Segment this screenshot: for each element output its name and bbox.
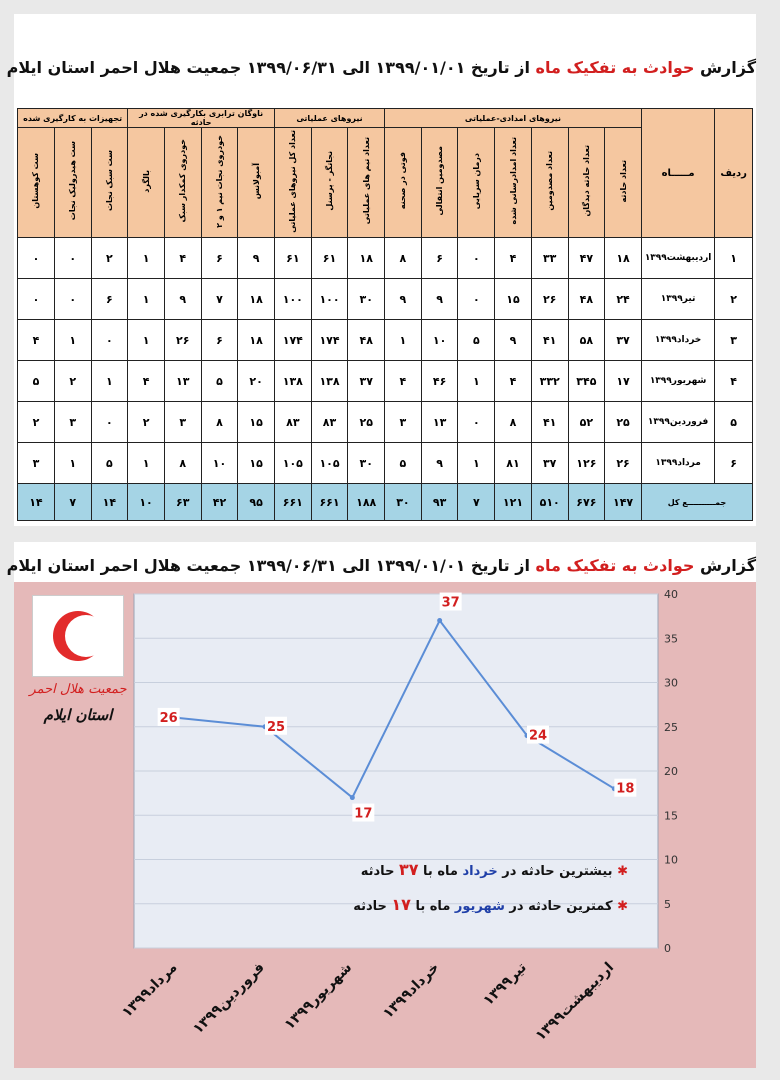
table-cell: ۴۱ xyxy=(531,402,568,443)
row-month: تیر۱۳۹۹ xyxy=(641,279,714,320)
table-cell: ۴۸ xyxy=(568,279,605,320)
table-cell: ۶ xyxy=(91,279,128,320)
x-tick-label: مرداد۱۳۹۹ xyxy=(119,959,181,1021)
chart-card xyxy=(6,542,756,1068)
table-cell: ۱۸ xyxy=(238,279,275,320)
row-month: مرداد۱۳۹۹ xyxy=(641,443,714,484)
total-cell: ۶۶۱ xyxy=(274,484,311,521)
row-number-header: ردیف xyxy=(715,109,753,238)
row-month: اردیبهشت۱۳۹۹ xyxy=(641,238,714,279)
column-header-label: تعداد کل نیروهای عملیاتی xyxy=(288,129,298,233)
column-header-label: خودروی نجات نیم ۱ و ۲ xyxy=(214,134,224,228)
table-cell: ۱۳ xyxy=(421,402,458,443)
column-header xyxy=(274,128,311,238)
table-cell: ۳۴۵ xyxy=(568,361,605,402)
table-cell: ۱۸ xyxy=(348,238,385,279)
table-cell: ۱۰ xyxy=(201,443,238,484)
column-header-label: تعداد حادثه دیدگان xyxy=(581,145,591,217)
y-tick-label: 40 xyxy=(664,588,678,601)
note-min-month: شهریور xyxy=(454,899,505,914)
table-cell: ۱۷۴ xyxy=(274,320,311,361)
total-cell: ۱۰ xyxy=(128,484,165,521)
chart-report-title xyxy=(6,556,756,575)
data-label: 18 xyxy=(616,781,635,797)
table-cell: ۵ xyxy=(385,443,422,484)
column-header xyxy=(385,128,422,238)
data-point xyxy=(437,618,442,623)
table-cell: ۴۷ xyxy=(568,238,605,279)
chart-title-highlight: حوادث به تفکیک ماه xyxy=(535,556,695,575)
x-tick-label: خرداد۱۳۹۹ xyxy=(380,959,443,1022)
title-highlight: حوادث به تفکیک ماه xyxy=(535,58,695,77)
column-header xyxy=(128,128,165,238)
x-tick-label: اردیبهشت۱۳۹۹ xyxy=(532,959,618,1045)
table-cell: ۹ xyxy=(421,279,458,320)
group-header-fleet: ناوگان ترابری بکارگیری شده در حادثه xyxy=(128,109,275,128)
table-cell: ۱۰۵ xyxy=(311,443,348,484)
table-cell: ۱۰۰ xyxy=(311,279,348,320)
column-header xyxy=(54,128,91,238)
table-cell: ۲۰ xyxy=(238,361,275,402)
column-header xyxy=(421,128,458,238)
row-month: خرداد۱۳۹۹ xyxy=(641,320,714,361)
table-cell: ۴ xyxy=(164,238,201,279)
y-tick-label: 30 xyxy=(664,676,678,690)
row-number: ۶ xyxy=(715,443,753,484)
table-cell: ۴ xyxy=(385,361,422,402)
table-cell: ۶ xyxy=(201,320,238,361)
note-min-after: حادثه xyxy=(353,899,387,914)
total-cell: ۱۴ xyxy=(91,484,128,521)
table-cell: ۱۳ xyxy=(164,361,201,402)
column-header xyxy=(91,128,128,238)
table-cell: ۵ xyxy=(458,320,495,361)
data-label: 17 xyxy=(354,806,373,822)
table-cell: ۹ xyxy=(385,279,422,320)
table-cell: ۹ xyxy=(238,238,275,279)
x-tick-label: فروردین۱۳۹۹ xyxy=(190,959,268,1038)
total-cell: ۱۸۸ xyxy=(348,484,385,521)
table-cell: ۸ xyxy=(201,402,238,443)
table-cell: ۲۴ xyxy=(605,279,642,320)
x-tick-label: شهریور۱۳۹۹ xyxy=(281,959,356,1034)
row-number: ۱ xyxy=(715,238,753,279)
y-tick-label: 0 xyxy=(664,942,671,955)
table-cell: ۲ xyxy=(54,361,91,402)
row-month: شهریور۱۳۹۹ xyxy=(641,361,714,402)
note-max-mid: ماه با xyxy=(423,864,458,879)
table-cell: ۲۵ xyxy=(348,402,385,443)
table-cell: ۹ xyxy=(495,320,532,361)
table-cell: ۲ xyxy=(128,402,165,443)
total-cell: ۷ xyxy=(54,484,91,521)
table-row xyxy=(18,279,753,320)
column-header-label: تعداد امدادرسانی شده xyxy=(508,137,518,225)
table-cell: ۰ xyxy=(458,279,495,320)
table-cell: ۴ xyxy=(495,238,532,279)
row-number: ۵ xyxy=(715,402,753,443)
table-cell: ۱۷ xyxy=(605,361,642,402)
column-header-label: مصدومین انتقالی xyxy=(435,146,445,216)
column-header-label: درمان سرپایی xyxy=(471,152,481,210)
table-cell: ۰ xyxy=(91,402,128,443)
table-cell: ۳۰ xyxy=(348,279,385,320)
note-min-before: کمترین حادثه در xyxy=(509,899,613,914)
table-cell: ۱ xyxy=(54,443,91,484)
table-cell: ۳۳ xyxy=(531,238,568,279)
column-header-label: خودروی کمکدار سبک xyxy=(178,139,188,223)
y-tick-label: 10 xyxy=(664,853,678,867)
title-suffix: از تاریخ ۱۳۹۹/۰۱/۰۱ الی ۱۳۹۹/۰۶/۳۱ جمعیت هلال احمر استان ایلام xyxy=(6,58,530,77)
table-cell: ۵۲ xyxy=(568,402,605,443)
column-header xyxy=(311,128,348,238)
total-cell: ۷ xyxy=(458,484,495,521)
group-header-equipment: تجهیزات به کارگیری شده xyxy=(18,109,128,128)
column-header xyxy=(238,128,275,238)
column-header-label: تعداد مصدومین xyxy=(545,151,555,211)
total-cell: ۶۶۱ xyxy=(311,484,348,521)
table-cell: ۳۷ xyxy=(531,443,568,484)
table-cell: ۱ xyxy=(458,443,495,484)
table-cell: ۰ xyxy=(91,320,128,361)
note-max-value: ۳۷ xyxy=(398,860,419,879)
table-cell: ۴ xyxy=(128,361,165,402)
table-cell: ۰ xyxy=(458,402,495,443)
table-cell: ۳۰ xyxy=(348,443,385,484)
table-cell: ۹ xyxy=(421,443,458,484)
table-cell: ۰ xyxy=(458,238,495,279)
column-header xyxy=(568,128,605,238)
column-header-label: ست سبک نجات xyxy=(104,150,114,212)
table-cell: ۸ xyxy=(385,238,422,279)
table-cell: ۱۰ xyxy=(421,320,458,361)
row-number: ۲ xyxy=(715,279,753,320)
note-min-value: ۱۷ xyxy=(391,895,411,914)
month-header: مـــــاه xyxy=(641,109,714,238)
table-cell: ۷ xyxy=(201,279,238,320)
table-cell: ۱ xyxy=(385,320,422,361)
table-cell: ۱ xyxy=(54,320,91,361)
table-cell: ۲۵ xyxy=(605,402,642,443)
table-cell: ۱ xyxy=(128,238,165,279)
column-header xyxy=(18,128,55,238)
table-cell: ۰ xyxy=(54,238,91,279)
logo-org-name: جمعیت هلال احمر xyxy=(29,682,127,697)
chart-title-prefix: گزارش xyxy=(699,556,756,575)
table-cell: ۲ xyxy=(91,238,128,279)
table-cell: ۴۶ xyxy=(421,361,458,402)
table-cell: ۶۱ xyxy=(274,238,311,279)
asterisk-icon: ✱ xyxy=(617,899,628,914)
table-cell: ۶۱ xyxy=(311,238,348,279)
table-cell: ۵ xyxy=(91,443,128,484)
table-cell: ۸۱ xyxy=(495,443,532,484)
table-cell: ۶ xyxy=(421,238,458,279)
column-header xyxy=(201,128,238,238)
total-cell: ۳۰ xyxy=(385,484,422,521)
data-label: 37 xyxy=(441,595,460,611)
table-cell: ۳۷ xyxy=(605,320,642,361)
table-cell: ۱ xyxy=(128,320,165,361)
table-cell: ۱۵ xyxy=(495,279,532,320)
table-cell: ۱۷۴ xyxy=(311,320,348,361)
row-number: ۴ xyxy=(715,361,753,402)
total-cell: ۱۲۱ xyxy=(495,484,532,521)
column-header xyxy=(164,128,201,238)
data-label: 26 xyxy=(159,710,178,726)
total-cell: ۱۴ xyxy=(18,484,55,521)
asterisk-icon: ✱ xyxy=(617,864,628,879)
note-max-before: بیشترین حادثه در xyxy=(502,864,613,879)
column-header-label: آمبولانس xyxy=(251,162,261,200)
note-max xyxy=(361,860,628,879)
table-cell: ۸ xyxy=(495,402,532,443)
table-cell: ۳۳۲ xyxy=(531,361,568,402)
table-row xyxy=(18,361,753,402)
column-header-label: ست هیدرولیک نجات xyxy=(68,141,78,221)
note-max-after: حادثه xyxy=(360,864,395,879)
y-tick-label: 15 xyxy=(664,809,678,823)
column-header xyxy=(495,128,532,238)
column-header-label: بالگرد xyxy=(141,169,151,193)
total-cell: ۶۷۶ xyxy=(568,484,605,521)
table-cell: ۰ xyxy=(54,279,91,320)
total-label: جمــــــــــع کل xyxy=(641,484,752,521)
table-cell: ۳ xyxy=(18,443,55,484)
total-cell: ۶۳ xyxy=(164,484,201,521)
table-cell: ۱ xyxy=(458,361,495,402)
table-cell: ۳ xyxy=(54,402,91,443)
data-label: 25 xyxy=(266,719,286,735)
y-tick-label: 35 xyxy=(664,632,678,646)
column-header-label: نجاتگر - پرسنل xyxy=(325,151,335,211)
note-min-mid: ماه با xyxy=(415,899,451,914)
table-cell: ۲۶ xyxy=(531,279,568,320)
table-cell: ۱ xyxy=(128,443,165,484)
data-point xyxy=(350,795,355,800)
table-cell: ۳ xyxy=(385,402,422,443)
note-min xyxy=(353,895,628,914)
incident-table xyxy=(17,108,753,521)
chart-panel xyxy=(14,582,756,1068)
total-cell: ۵۱۰ xyxy=(531,484,568,521)
table-cell: ۲ xyxy=(18,402,55,443)
table-cell: ۵۸ xyxy=(568,320,605,361)
table-cell: ۲۶ xyxy=(164,320,201,361)
table-cell: ۱۰۰ xyxy=(274,279,311,320)
table-cell: ۱۵ xyxy=(238,402,275,443)
column-header-label: تعداد حادثه xyxy=(618,159,628,203)
table-cell: ۸ xyxy=(164,443,201,484)
y-tick-label: 25 xyxy=(664,720,678,734)
group-header-operational: نیروهای عملیاتی xyxy=(274,109,384,128)
table-cell: ۱۳۸ xyxy=(274,361,311,402)
column-header xyxy=(348,128,385,238)
logo-province: استان ایلام xyxy=(43,706,113,724)
table-card xyxy=(6,14,756,526)
note-max-month: خرداد xyxy=(462,864,498,879)
table-cell: ۰ xyxy=(18,279,55,320)
line-chart xyxy=(14,582,756,1068)
x-tick-label: تیر۱۳۹۹ xyxy=(480,959,530,1009)
table-cell: ۹ xyxy=(164,279,201,320)
table-cell: ۶ xyxy=(201,238,238,279)
y-tick-label: 5 xyxy=(664,897,671,911)
column-header xyxy=(458,128,495,238)
table-cell: ۳۷ xyxy=(348,361,385,402)
table-cell: ۱۵ xyxy=(238,443,275,484)
table-cell: ۴۸ xyxy=(348,320,385,361)
table-cell: ۱۸ xyxy=(605,238,642,279)
table-cell: ۱۲۶ xyxy=(568,443,605,484)
table-cell: ۱۸ xyxy=(238,320,275,361)
data-label: 24 xyxy=(528,728,548,744)
table-cell: ۱ xyxy=(91,361,128,402)
table-cell: ۲۶ xyxy=(605,443,642,484)
table-cell: ۱۳۸ xyxy=(311,361,348,402)
table-cell: ۵ xyxy=(201,361,238,402)
row-month: فروردین۱۳۹۹ xyxy=(641,402,714,443)
column-header xyxy=(605,128,642,238)
group-header-relief: نیروهای امدادی-عملیاتی xyxy=(385,109,642,128)
report-title xyxy=(6,58,756,77)
table-cell: ۴۱ xyxy=(531,320,568,361)
column-header-label: تعداد تیم های عملیاتی xyxy=(361,137,371,225)
table-cell: ۸۳ xyxy=(311,402,348,443)
row-number: ۳ xyxy=(715,320,753,361)
table-cell: ۱ xyxy=(128,279,165,320)
table-cell: ۵ xyxy=(18,361,55,402)
table-cell: ۴ xyxy=(18,320,55,361)
table-cell: ۴ xyxy=(495,361,532,402)
total-cell: ۹۳ xyxy=(421,484,458,521)
table-row xyxy=(18,402,753,443)
table-row xyxy=(18,238,753,279)
table-cell: ۰ xyxy=(18,238,55,279)
column-header-label: ست کوهستان xyxy=(31,153,41,209)
table-row xyxy=(18,443,753,484)
table-cell: ۸۳ xyxy=(274,402,311,443)
table-row xyxy=(18,320,753,361)
chart-title-suffix: از تاریخ ۱۳۹۹/۰۱/۰۱ الی ۱۳۹۹/۰۶/۳۱ جمعیت هلال احمر استان ایلام xyxy=(6,556,530,575)
column-header xyxy=(531,128,568,238)
total-cell: ۹۵ xyxy=(238,484,275,521)
y-tick-label: 20 xyxy=(664,765,678,778)
table-cell: ۳ xyxy=(164,402,201,443)
table-cell: ۱۰۵ xyxy=(274,443,311,484)
title-prefix: گزارش xyxy=(699,58,756,77)
total-cell: ۱۴۷ xyxy=(605,484,642,521)
column-header-label: فوتی در صحنه xyxy=(398,152,408,210)
total-cell: ۴۲ xyxy=(201,484,238,521)
